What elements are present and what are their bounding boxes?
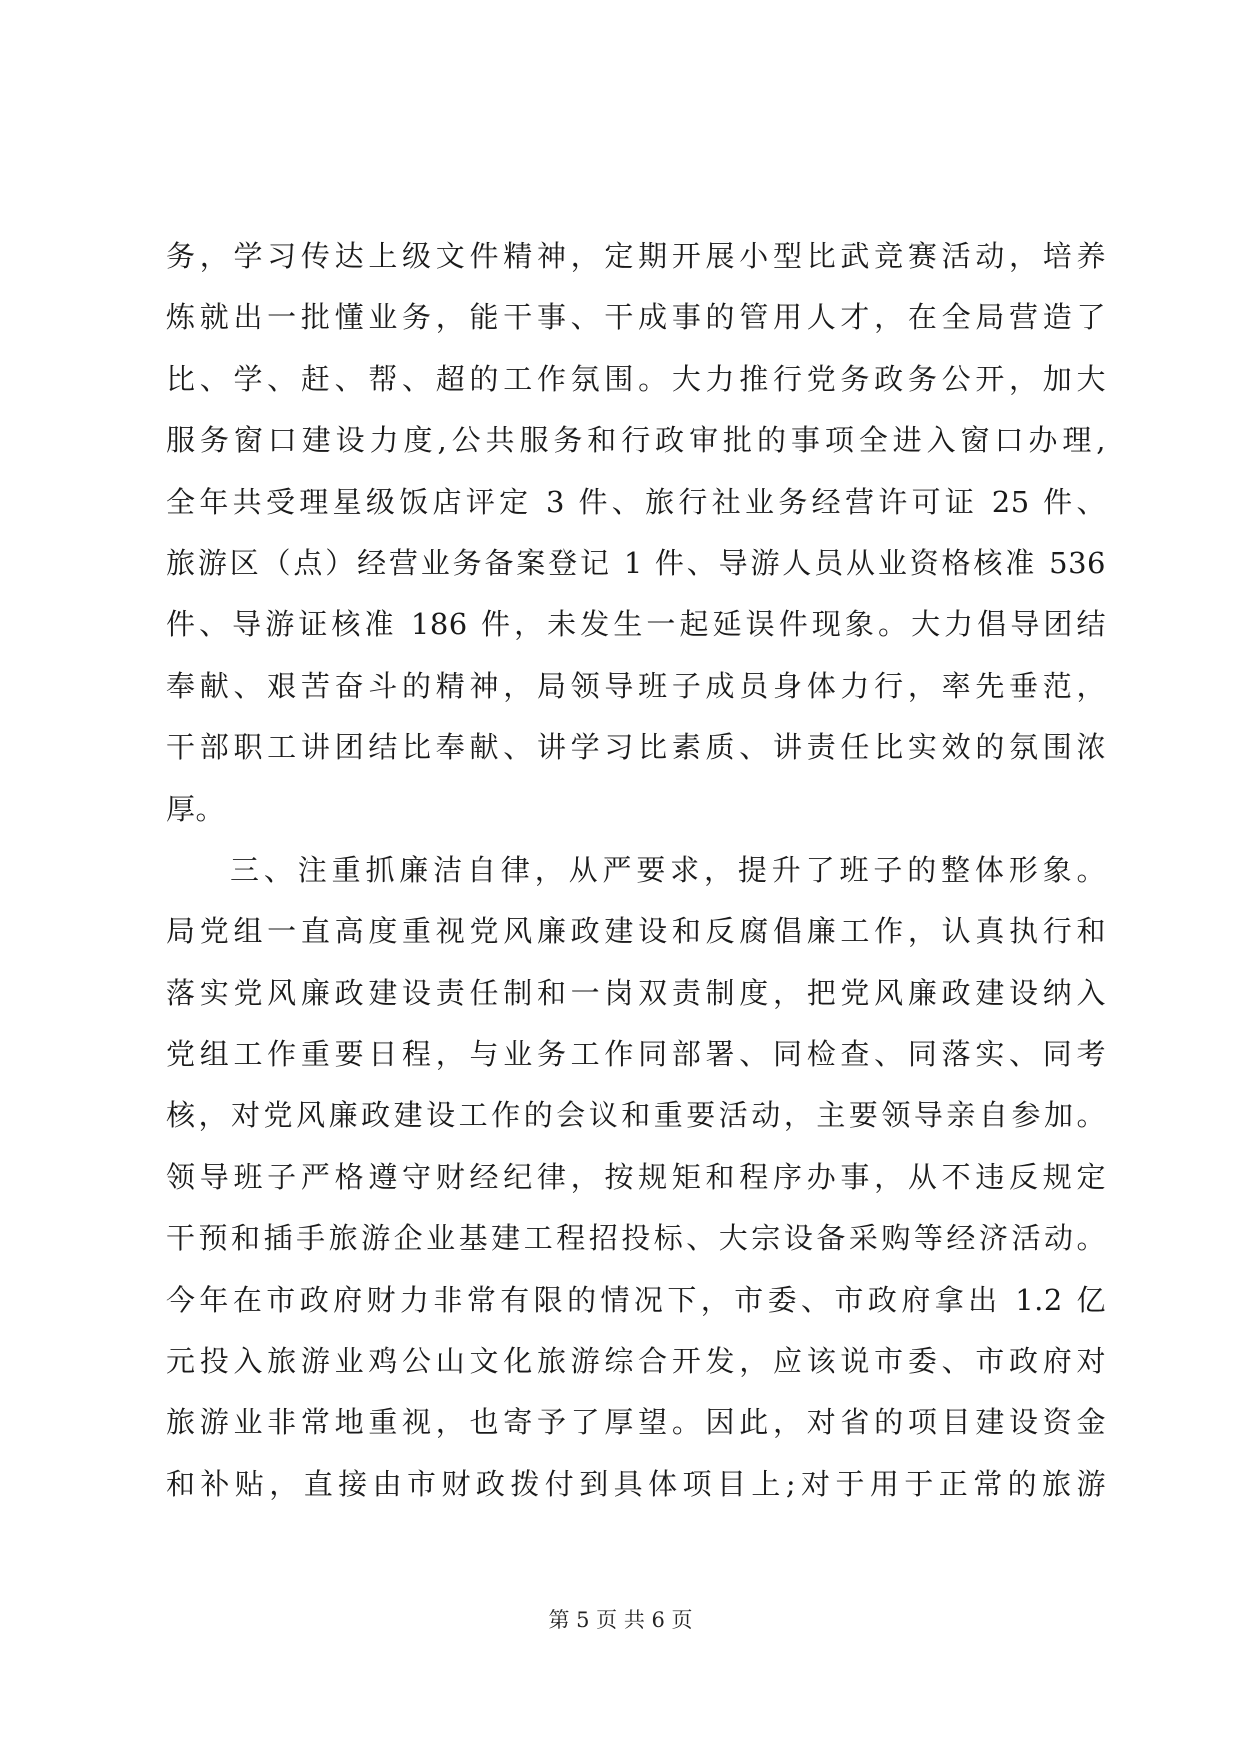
text-line: 比、学、赶、帮、超的工作氛围。大力推行党务政务公开，加大: [166, 361, 1106, 396]
text-line: 炼就出一批懂业务，能干事、干成事的管用人才，在全局营造了: [166, 300, 1106, 335]
paragraph: [166, 226, 1106, 840]
text-line: 落实党风廉政建设责任制和一岗双责制度，把党风廉政建设纳入: [166, 975, 1106, 1010]
text-line: 党组工作重要日程，与业务工作同部署、同检查、同落实、同考: [166, 1037, 1106, 1072]
text-line: 务，学习传达上级文件精神，定期开展小型比武竞赛活动，培养: [166, 239, 1106, 273]
text-line: 元投入旅游业鸡公山文化旅游综合开发，应该说市委、市政府对: [166, 1344, 1106, 1379]
page-number: 第 5 页 共 6 页: [548, 1608, 693, 1632]
text-line: 干部职工讲团结比奉献、讲学习比素质、讲责任比实效的氛围浓: [166, 730, 1106, 765]
text-line: 和补贴，直接由市财政拨付到具体项目上;对于用于正常的旅游: [166, 1466, 1106, 1501]
text-line: 件、导游证核准 186 件，未发生一起延误件现象。大力倡导团结: [166, 607, 1106, 642]
text-line: 厚。: [166, 791, 226, 826]
paragraph-heading-line: 三、注重抓廉洁自律，从严要求，提升了班子的整体形象。: [230, 852, 1106, 887]
text-line: 核，对党风廉政建设工作的会议和重要活动，主要领导亲自参加。: [166, 1098, 1106, 1133]
text-line: 领导班子严格遵守财经纪律，按规矩和程序办事，从不违反规定: [166, 1159, 1106, 1194]
paragraph: [166, 840, 1106, 1515]
text-line: 干预和插手旅游企业基建工程招投标、大宗设备采购等经济活动。: [166, 1221, 1106, 1256]
text-line: 奉献、艰苦奋斗的精神，局领导班子成员身体力行，率先垂范，: [166, 668, 1106, 703]
text-line: 局党组一直高度重视党风廉政建设和反腐倡廉工作，认真执行和: [166, 914, 1106, 949]
text-line: 服务窗口建设力度,公共服务和行政审批的事项全进入窗口办理,: [166, 423, 1106, 458]
page-footer: [0, 1604, 1241, 1634]
body-text: [166, 226, 1106, 1515]
text-line: 全年共受理星级饭店评定 3 件、旅行社业务经营许可证 25 件、: [166, 484, 1106, 519]
text-line: 旅游区（点）经营业务备案登记 1 件、导游人员从业资格核准 536: [166, 545, 1106, 580]
text-line: 旅游业非常地重视，也寄予了厚望。因此，对省的项目建设资金: [166, 1405, 1106, 1440]
text-line: 今年在市政府财力非常有限的情况下，市委、市政府拿出 1.2 亿: [166, 1282, 1106, 1317]
